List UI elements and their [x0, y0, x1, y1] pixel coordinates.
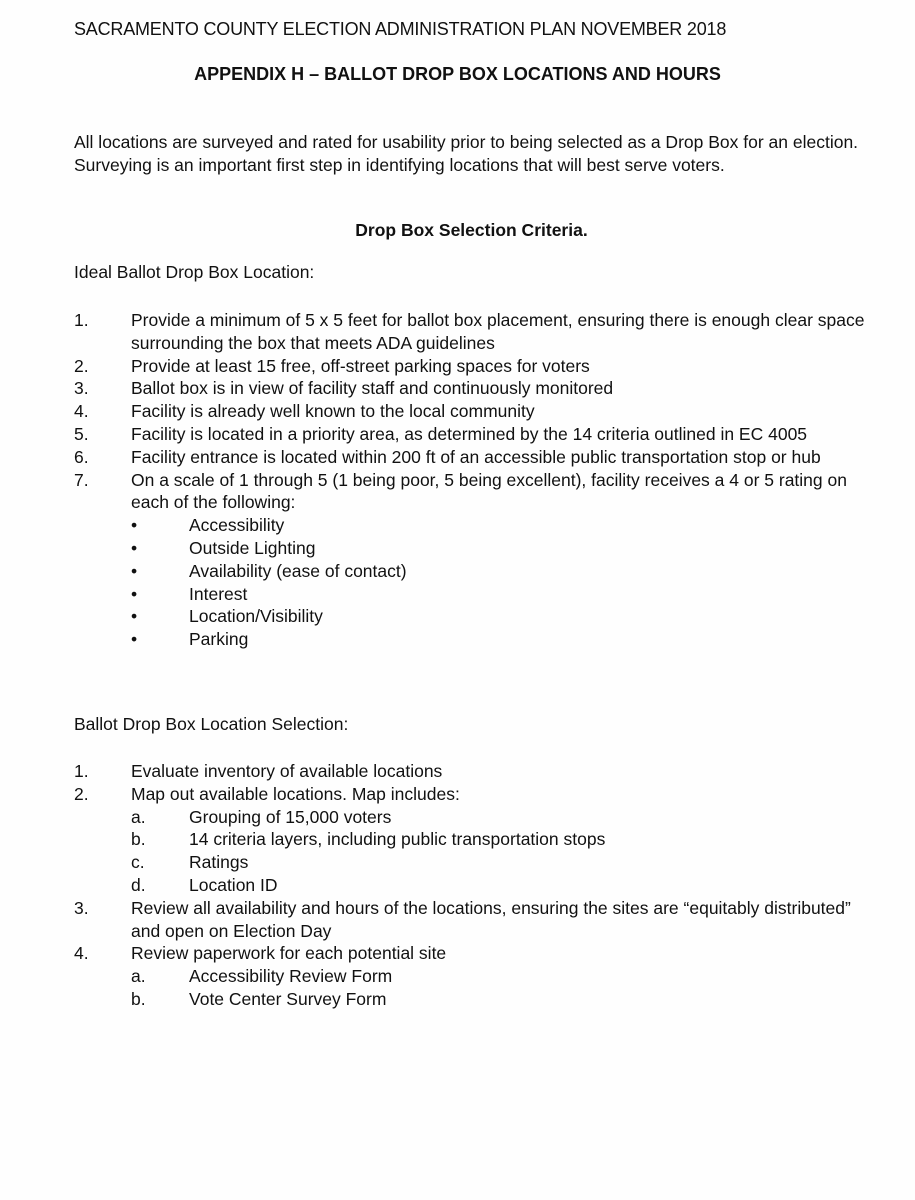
list-item: [74, 377, 874, 400]
sub-letter: a.: [131, 806, 146, 827]
list-item: [74, 469, 874, 515]
rating-item: [74, 628, 874, 651]
appendix-title: APPENDIX H – BALLOT DROP BOX LOCATIONS AND HOURS: [194, 64, 721, 84]
item-number: 7.: [74, 469, 89, 490]
selection-label: Ballot Drop Box Location Selection:: [74, 714, 349, 734]
list-item: [74, 942, 874, 965]
item-text: Review all availability and hours of the locations, ensuring the sites are “equitably distributed” and open on Election Day: [131, 897, 851, 941]
sub-text: Vote Center Survey Form: [189, 988, 387, 1009]
item-number: 4.: [74, 943, 89, 964]
item-number: 1.: [74, 761, 89, 781]
sub-item: [74, 965, 874, 988]
list-item: [74, 760, 874, 783]
sub-text: Accessibility Review Form: [189, 966, 393, 987]
sub-item: [74, 828, 874, 851]
list-item: [74, 897, 874, 943]
item-text: Provide at least 15 free, off-street parking spaces for voters: [131, 355, 590, 376]
selection-list: [74, 760, 874, 1011]
ideal-location-label: Ideal Ballot Drop Box Location:: [74, 262, 315, 282]
item-text: Facility entrance is located within 200 ft of an accessible public transportation stop or hub: [131, 446, 821, 467]
bullet-icon: •: [131, 606, 138, 627]
sub-letter: a.: [131, 966, 146, 987]
item-number: 3.: [74, 378, 89, 399]
bullet-icon: •: [131, 515, 138, 536]
bullet-icon: •: [131, 537, 138, 558]
item-text: On a scale of 1 through 5 (1 being poor, 5 being excellent), facility receives a 4 or 5 rating on each of the following:: [131, 469, 847, 513]
item-text: Map out available locations. Map includes:: [131, 783, 460, 804]
item-text: Facility is already well known to the local community: [131, 401, 535, 422]
bullet-icon: •: [131, 629, 138, 650]
item-number: 2.: [74, 355, 89, 376]
rating-text: Accessibility: [189, 515, 285, 536]
item-text: Evaluate inventory of available locations: [131, 761, 443, 781]
bullet-icon: •: [131, 583, 138, 604]
ideal-location-list: [74, 309, 874, 651]
item-text: Provide a minimum of 5 x 5 feet for ballot box placement, ensuring there is enough clear space surrounding the box that meets ADA guidelines: [131, 310, 865, 353]
rating-text: Availability (ease of contact): [189, 560, 407, 581]
sub-text: Grouping of 15,000 voters: [189, 806, 392, 827]
item-number: 2.: [74, 783, 89, 804]
list-item: [74, 355, 874, 378]
sub-item: [74, 806, 874, 829]
sub-text: Location ID: [189, 874, 278, 895]
rating-item: [74, 583, 874, 606]
intro-paragraph: All locations are surveyed and rated for usability prior to being selected as a Drop Box for an election. Surveying is an important first step in identifying locations that will best serve voters.: [74, 132, 859, 175]
item-number: 1.: [74, 310, 89, 330]
criteria-title: Drop Box Selection Criteria.: [355, 220, 588, 240]
bullet-icon: •: [131, 560, 138, 581]
rating-text: Parking: [189, 629, 249, 650]
rating-item: [74, 537, 874, 560]
list-item: [74, 309, 874, 355]
sub-item: [74, 851, 874, 874]
rating-item: [74, 605, 874, 628]
document-header: SACRAMENTO COUNTY ELECTION ADMINISTRATION PLAN NOVEMBER 2018: [74, 19, 727, 39]
item-number: 5.: [74, 423, 89, 444]
rating-text: Location/Visibility: [189, 606, 323, 627]
sub-letter: b.: [131, 829, 146, 850]
item-number: 4.: [74, 401, 89, 422]
item-number: 6.: [74, 446, 89, 467]
item-number: 3.: [74, 897, 89, 918]
sub-letter: c.: [131, 852, 145, 873]
list-item: [74, 423, 874, 446]
item-text: Facility is located in a priority area, as determined by the 14 criteria outlined in EC 4005: [131, 423, 808, 444]
list-item: [74, 446, 874, 469]
sub-item: [74, 988, 874, 1011]
rating-item: [74, 560, 874, 583]
list-item: [74, 400, 874, 423]
item-text: Review paperwork for each potential site: [131, 943, 447, 964]
rating-text: Outside Lighting: [189, 537, 316, 558]
sub-item: [74, 874, 874, 897]
sub-letter: b.: [131, 988, 146, 1009]
sub-text: Ratings: [189, 852, 249, 873]
sub-letter: d.: [131, 874, 146, 895]
list-item: [74, 783, 874, 806]
rating-item: [74, 514, 874, 537]
item-text: Ballot box is in view of facility staff and continuously monitored: [131, 378, 614, 399]
sub-text: 14 criteria layers, including public transportation stops: [189, 829, 606, 850]
rating-text: Interest: [189, 583, 248, 604]
